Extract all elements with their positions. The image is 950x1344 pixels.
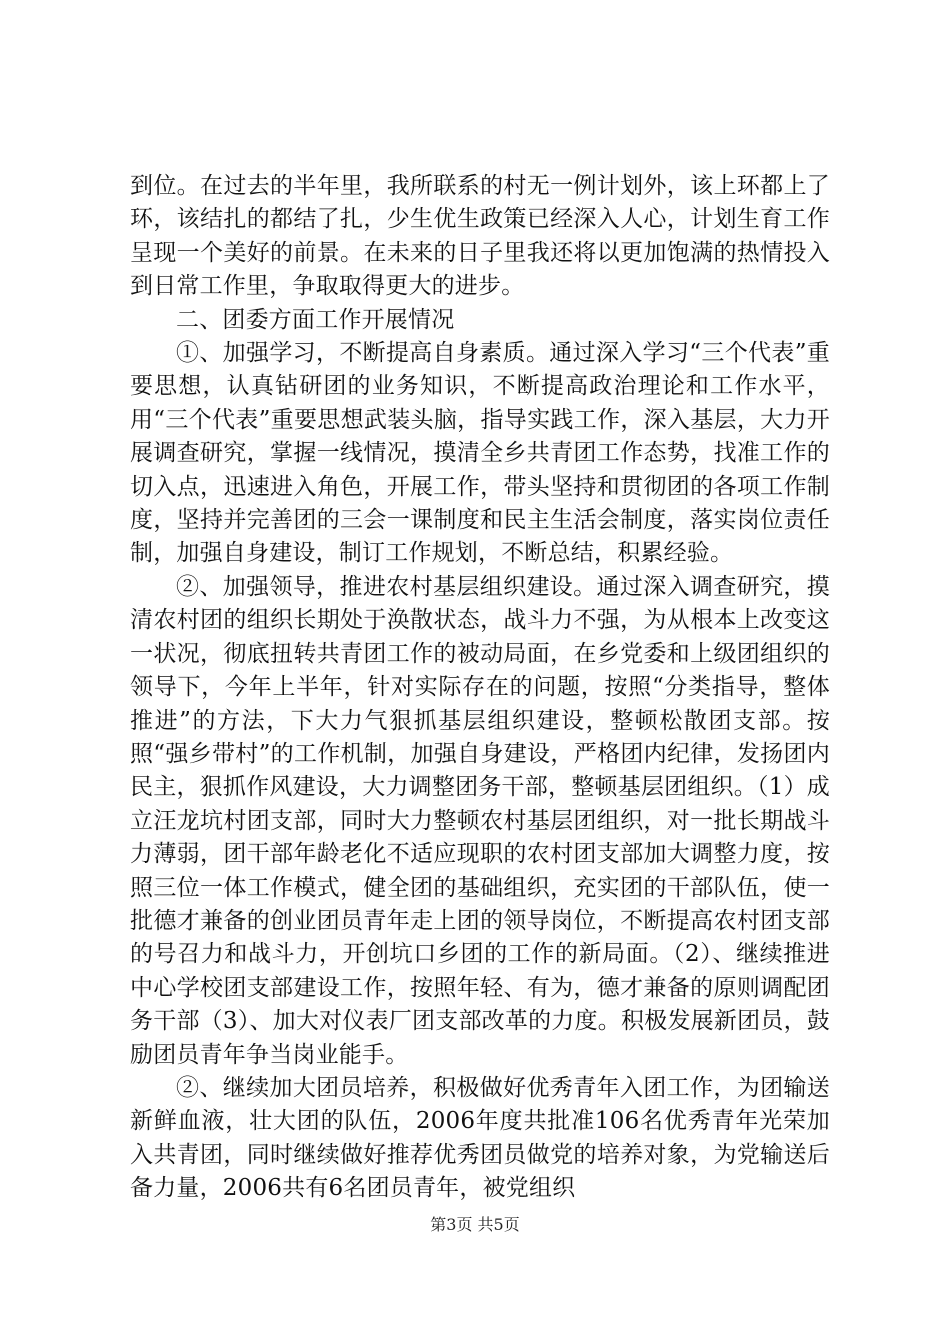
paragraph-continuation: 到位。在过去的半年里，我所联系的村无一例计划外，该上环都上了环，该结扎的都结了扎，少生优生政策已经深入人心，计划生育工作呈现一个美好的前景。在未来的日子里我还将以更加饱满的热情投入到日常工作里，争取取得更大的进步。 [130,173,830,300]
paragraph-study: ①、加强学习，不断提高自身素质。通过深入学习“三个代表”重要思想，认真钻研团的业务知识，不断提高政治理论和工作水平，用“三个代表”重要思想武装头脑，指导实践工作，深入基层，大力开展调查研究，掌握一线情况，摸清全乡共青团工作态势，找准工作的切入点，迅速进入角色，开展工作，带头坚持和贯彻团的各项工作制度，坚持并完善团的三会一课制度和民主生活会制度，落实岗位责任制，加强自身建设，制订工作规划，不断总结，积累经验。 [130,340,830,567]
paragraph-leadership: ②、加强领导，推进农村基层组织建设。通过深入调查研究，摸清农村团的组织长期处于涣散状态，战斗力不强，为从根本上改变这一状况，彻底扭转共青团工作的被动局面，在乡党委和上级团组织的领导下，今年上半年，针对实际存在的问题，按照“分类指导，整体推进”的方法，下大力气狠抓基层组织建设，整顿松散团支部。按照“强乡带村”的工作机制，加强自身建设，严格团内纪律，发扬团内民主，狠抓作风建设，大力调整团务干部，整顿基层团组织。（1）成立汪龙坑村团支部，同时大力整顿农村基层团组织，对一批长期战斗力薄弱，团干部年龄老化不适应现职的农村团支部加大调整力度，按照三位一体工作模式，健全团的基础组织，充实团的干部队伍，使一批德才兼备的创业团员青年走上团的领导岗位，不断提高农村团支部的号召力和战斗力，开创坑口乡团的工作的新局面。（2）、继续推进中心学校团支部建设工作，按照年轻、有为，德才兼备的原则调配团务干部（3）、加大对仪表厂团支部改革的力度。积极发展新团员，鼓励团员青年争当岗业能手。 [130,573,830,1068]
paragraph-member-training: ②、继续加大团员培养，积极做好优秀青年入团工作，为团输送新鲜血液，壮大团的队伍，2006年度共批准106名优秀青年光荣加入共青团，同时继续做好推荐优秀团员做党的培养对象，为党输送后备力量，2006共有6名团员青年，被党组织 [130,1074,830,1202]
section-heading: 二、团委方面工作开展情况 [176,306,455,333]
page-number: 第3页 共5页 [430,1215,520,1234]
document-body [130,170,830,1206]
